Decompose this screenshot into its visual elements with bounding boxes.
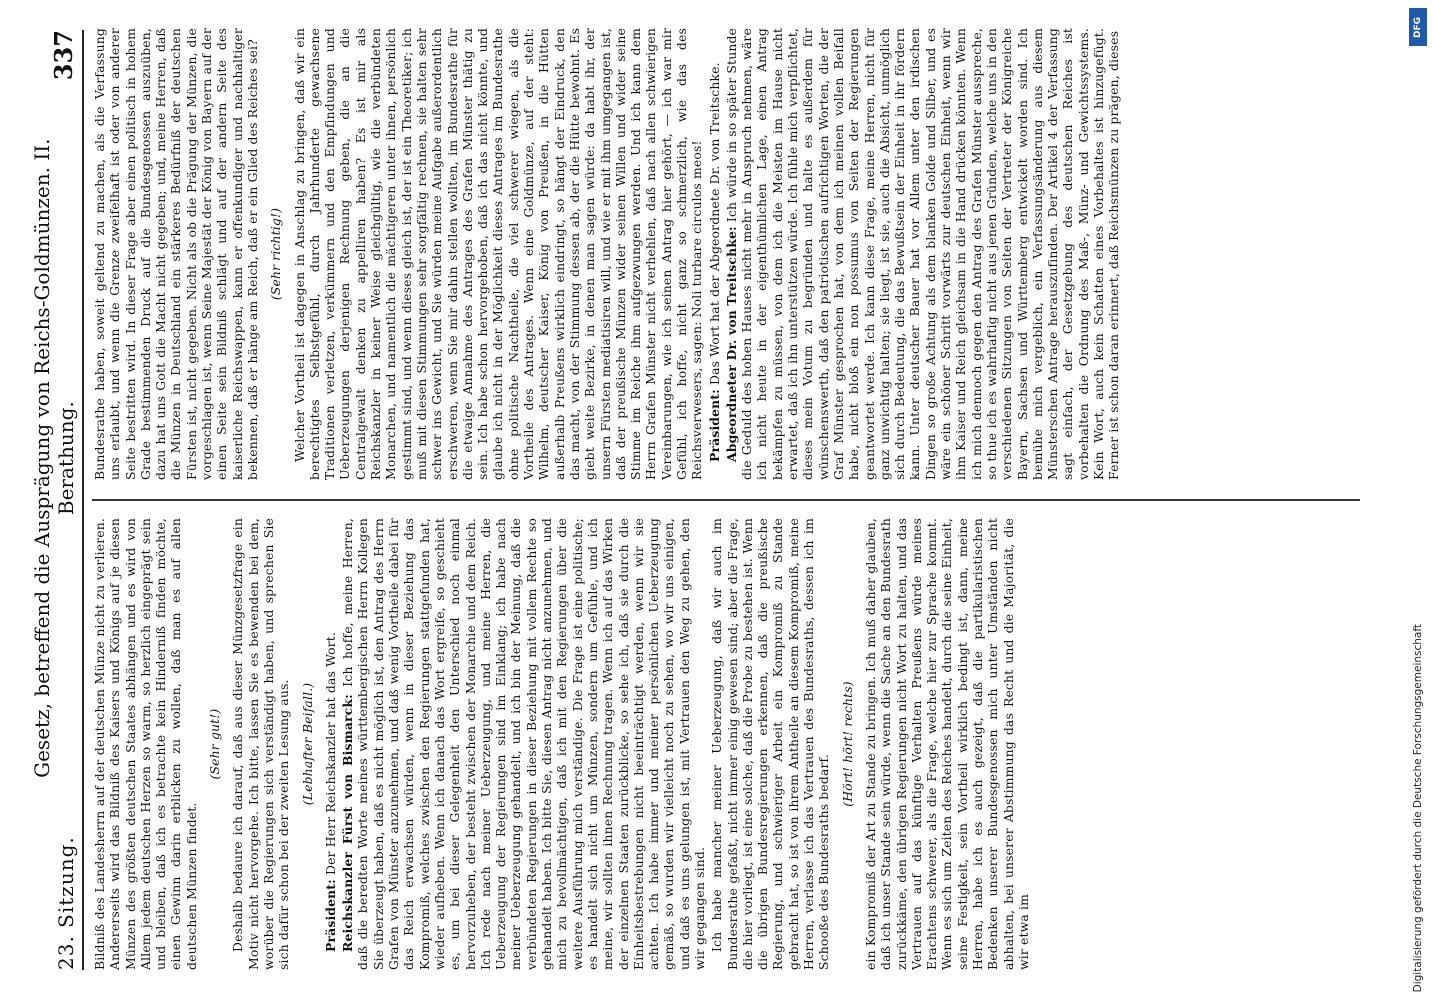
running-header: [30, 30, 84, 970]
dfg-logo: DFG: [1409, 8, 1427, 46]
left-paragraph-2: Deshalb bedaure ich darauf, daß aus dieser Münzgesetzfrage ein Motiv nicht hervorgehe. Ich bitte, lassen Sie es bewenden bei dem, worüber die Regierungen sich verständigt haben, und sprechen Sie sich dafür schon bei der zweiten Lesung aus.: [230, 518, 292, 970]
left-interjection-2: (Lebhafter Beifall.): [299, 682, 315, 806]
speaker-president-2: Präsident:: [706, 389, 722, 462]
right-paragraph-3: [724, 28, 1122, 480]
page-title: Gesetz, betreffend die Ausprägung von Reichs-Goldmünzen. II. Berathung.: [30, 138, 78, 778]
left-paragraph-3-text: Ich hoffe, meine Herren, daß die beredten Worte meines württembergischen Herrn Kollegen Sie überzeugt haben, daß es nicht möglich ist, den Antrag des Herrn Grafen von Münster anzunehmen, und daß wenig Vortheile dabei für das Reich erwachsen würden, wenn in dieser Beziehung das Kompromiß, welches zwischen den Regierungen stattgefunden hat, wieder aufheben. Wenn ich danach das Wort ergreife, so geschieht es, um bei dieser Gelegenheit den Unterschied noch einmal hervorzuheben, der besteht zwischen der Monarchie und dem Reich. Ich rede nach meiner Ueberzeugung, und meine Herren, die Ueberzeugung der Regierungen sind im Einklang; ich habe nach meiner Ueberzeugung gehandelt, und ich bin der Meinung, daß die verbündeten Regierungen in dieser Beziehung mit vollem Rechte so gehandelt haben. Ich bitte Sie, diesen Antrag nicht anzunehmen, und mich zu bevollmächtigen, daß ich mit den Regierungen über die weitere Ausführung mich verständige. Die Frage ist eine politische; es handelt sich nicht um Münzen, sondern um Gefühle, und ich meine, wir sollten ihnen Rechnung tragen. Wenn ich auf das Wirken der einzelnen Staaten zurückblicke, so sehe ich, daß sie durch die Einheitsbestrebungen nicht beeinträchtigt werden, wenn wir sie achten. Ich habe immer und meiner persönlichen Ueberzeugung gemäß, so wurden wir vielleicht noch zu sehen, wo wir uns einigen, und daß es uns gelungen ist, mit Vertrauen den Weg zu gehen, den wir gegangen sind.: [340, 518, 707, 970]
right-column: [92, 28, 1360, 480]
speaker-president: Präsident:: [322, 879, 338, 952]
left-interjection-1: (Sehr gut!): [207, 708, 223, 780]
speaker-bismarck: Reichskanzler Fürst von Bismarck:: [340, 694, 356, 952]
left-paragraph-1: Bildniß des Landesherrn auf der deutschen Münze nicht zu verlieren. Andererseits wird das Bildniß des Kaisers und Königs auf je diesen Münzen des größten deutschen Staates abhängen und es wird von Allem jedem deutschen Herzen so warm, so herzlich eingeprägt sein und bleiben, daß ich es betrachte kein Hinderniß finden möchte, einen Gewinn darin erblicken zu wollen, daß man es auf allen deutschen Münzen findet.: [92, 518, 199, 970]
right-interjection-1: (Sehr richtig!): [268, 207, 284, 301]
right-speaker-line-1: [707, 28, 722, 480]
left-paragraph-5: ein Kompromiß der Art zu Stande zu bringen. Ich muß daher glauben, daß ich unser Stande sein würde, wenn die Sache an den Bundesrath zurückkäme, den übrigen Regierungen nicht Wort zu halten, und das Vertrauen auf das künftige Verhalten Preußens würde meines Erachtens schwerer, als die Frage, welche hier zur Sprache kommt. Wenn es sich um Zeiten des Reiches handelt, durch die seine Einheit, seine Festigkeit, sein Vortheil wirklich bedingt ist, dann, meine Herren, habe ich es auch gezeigt, daß die partikularistischen Bedenken unserer Bundesgenossen mich unter Umständen nicht abhalten, bei unserer Abstimmung das Recht und die Majorität, die wir etwa im: [862, 518, 1031, 970]
left-paragraph-4: Ich habe mancher meiner Ueberzeugung, daß wir auch im Bundesrathe gefaßt, nicht immer einig gewesen sind; aber die Frage, die hier vorliegt, ist eine solche, daß die Probe zu bestehen ist. Wenn die übrigen Bundesregierungen erkennen, daß die preußische Regierung, und schwieriger Arbeit ein Kompromiß zu Stande gebracht hat, so ist von ihrem Antheile an diesem Kompromiß, meine Herren, verlasse ich das Vertrauen des Bundesraths, dessen ich im Schooße des Bundesraths bedarf.: [709, 518, 832, 970]
speaker-president-2-text: Das Wort hat der Abgeordnete Dr. von Treitschke.: [706, 62, 722, 385]
page-number: 337: [49, 30, 78, 81]
right-paragraph-3-text: Ich würde in so später Stunde die Geduld des hohen Hauses nicht mehr in Anspruch nehmen, wäre ich nicht heute in der eigenthümlichen Lage, einen Antrag bekämpfen zu müssen, von dem ich die Meisten im Hause nicht erwartet, daß ich ihn unterstützen würde. Ich fühle mich verpflichtet, dieses mein Votum zu begründen und halte es außerdem für wünschenswerth, daß den patriotischen aufrichtigen Worten, die der Graf Münster gesprochen hat, von dem ich meinen vollen Beifall habe, nicht bloß ein non possumus von Seiten der Regierungen geantwortet werde. Ich kann diese Frage, meine Herren, nicht für ganz unwichtig halten; sie liegt, ist sie, auch die Absicht, unmöglich sich durch Bedeutung, die das Bewußtsein der Einheit in ihr fördern kann. Unter deutscher Bauer hat vor Allem unter den irdischen Dingen so große Achtung als dem blanken Golde und Silber, und es wäre ein schöner Schritt vorwärts zur deutschen Einheit, wenn wir ihm Kaiser und Reich gleichsam in die Hand drücken könnten. Wenn ich mich dennoch gegen den Antrag des Grafen Münster ausspreche, so thue ich es wahrhaftig nicht aus jenen Gründen, welche uns in den verschiedenen Sitzungen von Seiten der Vertreter der Königreiche Bayern, Sachsen und Württemberg entwickelt worden sind. Ich bemühe mich vergeblich, ein Verfassungsänderung aus diesem Münsterschen Antrage herauszufinden. Der Artikel 4 der Verfassung sagt einfach, der Gesetzgebung des deutschen Reiches ist vorbehalten die Ordnung des Maß-, Münz- und Gewichtssystems. Kein Wort, auch kein Schatten eines Vorbehaltes ist hinzugefügt. Ferner ist schon daran erinnert, daß Reichsmünzen zu prägen, dieses: [723, 28, 1122, 480]
left-paragraph-3: [340, 518, 707, 970]
left-interjection-3: (Hört! hört! rechts): [839, 681, 855, 807]
column-divider: [92, 499, 1360, 501]
right-paragraph-2: Welcher Vortheil ist dagegen in Anschlag zu bringen, daß wir ein berechtigtes Selbstgefühl, durch Jahrhunderte gewachsene Traditionen verletzen, verkümmern und den Empfindungen und Ueberzeugungen derjenigen Rechnung geben, die an die Centralgewalt denken zu appelliren haben? Es ist mir als Reichskanzler in keiner Weise gleichgültig, wie die verbündeten Monarchen, und namentlich die mächtigeren unter ihnen, persönlich gestimmt sind, und wenn dieses gleich ist, der ist ein Theoretiker; ich muß mit diesen Stimmungen sehr sorgfältig rechnen, sie halten sehr schwer ins Gewicht, und Sie würden meine Aufgabe außerordentlich erschweren, wenn Sie mir dahin stellen wollten, im Bundesrathe für die etwaige Annahme des Antrages des Grafen Münster thätig zu sein. Ich habe schon hervorgehoben, daß ich das nicht könnte, und glaube ich nicht in der Möglichkeit dieses Antrages im Bundesrathe ohne politische Nachtheile, die viel schwerer wiegen, als die Vortheile des Antrages. Wenn eine Goldmünze, auf der steht: Wilhelm, deutscher Kaiser, König von Preußen, in die Hütten außerhalb Preußens wirklich eindringt, so hängt der Eindruck, den das macht, von der Stimmung dessen ab, der die Hütte bewohnt. Es giebt weite Bezirke, in denen man sagen würde: da habt ihr, der unsern Fürsten mediatisiren will, und wie er mit ihm umgegangen ist, daß der preußische Münzen wider seinen Willen und wider seine Stimme im Reiche ihm aufgezwungen werden. Und ich kann dem Herrn Grafen Münster nicht verhehlen, daß nach allen schwierigen Vereinbarungen, wie ich seinen Antrag hier gehört, — ich war mir Gefühl, ich hoffe, nicht ganz so schmerzlich, wie das des Reichsverwesers, sagen: Noli turbare circulos meos!: [291, 28, 705, 480]
left-column: [92, 518, 1360, 970]
speaker-president-text: Der Herr Reichskanzler hat das Wort.: [322, 631, 338, 875]
digitization-credit: [1408, 8, 1428, 992]
left-speaker-line-1: [323, 518, 338, 970]
right-paragraph-1: Bundesrathe haben, soweit geltend zu machen, als die Verfassung uns erlaubt, und wenn die Grenze zweifelhaft ist oder von anderer Seite bestritten wird. In dieser Frage aber einen politisch in hohem Grade bestimmenden Druck auf die Bundesgenossen auszuüben, dazu hat uns Gott die Macht nicht gegeben; und, meine Herren, daß die Münzen in Deutschland ein stärkeres Bedürfniß der deutschen Fürsten ist, nicht gegeben. Nicht als ob die Prägung der Münzen, die vorgeschlagen ist, wenn Seine Majestät der König von Bayern auf der einen Seite sein Bildniß schlägt und auf der andern Seite des kaiserliche Reichswappen, kann er offenkundiger und nachhaltiger bekennen, daß er hänge am Reich, daß er ein Glied des Reiches sei?: [92, 28, 260, 480]
speaker-treitschke: Abgeordneter Dr. von Treitschke:: [723, 226, 739, 462]
credit-text: Digitalisierung gefördert durch die Deutsche Forschungsgemeinschaft: [1412, 623, 1424, 992]
session-label: 23. Sitzung.: [54, 836, 78, 970]
